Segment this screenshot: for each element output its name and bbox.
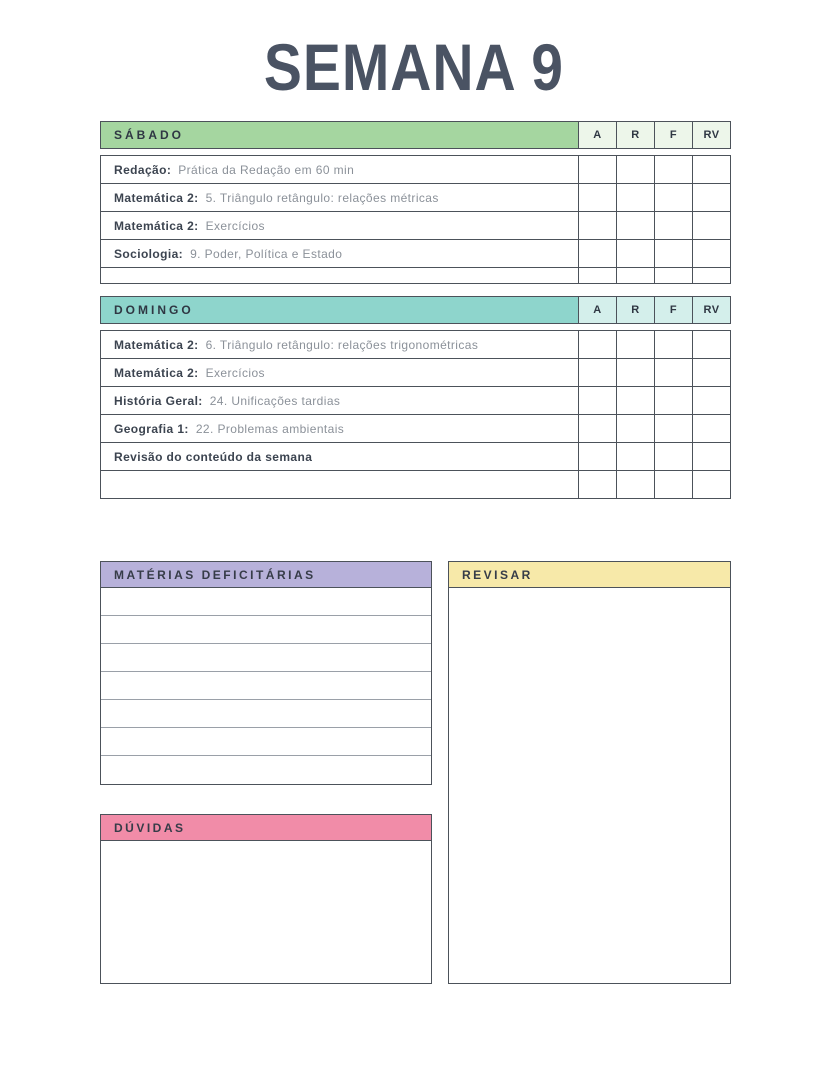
- checkbox-cell-rv[interactable]: [693, 471, 731, 498]
- checkbox-cell-f[interactable]: [655, 268, 693, 283]
- task-subject: Matemática 2:: [114, 365, 199, 380]
- doubts-writing-area[interactable]: [100, 841, 432, 984]
- status-col-header-a: A: [579, 121, 617, 149]
- task-subject: Sociologia:: [114, 246, 184, 261]
- checkbox-cell-a[interactable]: [579, 156, 617, 183]
- day-label-domingo: DOMINGO: [100, 296, 579, 324]
- task-cell: [101, 156, 579, 183]
- review-panel: [448, 561, 731, 984]
- task-cell: [101, 471, 579, 498]
- weekly-schedule-table: [100, 121, 731, 499]
- planner-content: [100, 121, 731, 984]
- left-column: [100, 561, 432, 984]
- status-col-header-rv: RV: [693, 296, 731, 324]
- schedule-row: [100, 156, 731, 184]
- deficiencies-lined-box: [100, 588, 432, 785]
- checkbox-cell-a[interactable]: [579, 471, 617, 498]
- doubts-panel-header: [100, 814, 432, 841]
- checkbox-cell-rv[interactable]: [693, 240, 731, 267]
- checkbox-cell-rv[interactable]: [693, 331, 731, 358]
- schedule-row: [100, 268, 731, 284]
- task-description: Prática da Redação em 60 min: [178, 162, 355, 177]
- page-header: [0, 0, 828, 105]
- checkbox-cell-a[interactable]: [579, 359, 617, 386]
- checkbox-cell-r[interactable]: [617, 443, 655, 470]
- checkbox-cell-rv[interactable]: [693, 156, 731, 183]
- review-panel-title: REVISAR: [462, 567, 533, 582]
- day-header-row: [100, 121, 731, 149]
- task-subject: Geografia 1:: [114, 421, 189, 436]
- status-col-header-r: R: [617, 121, 655, 149]
- status-col-header-rv: RV: [693, 121, 731, 149]
- bottom-panels: [100, 561, 731, 984]
- schedule-row: [100, 359, 731, 387]
- checkbox-cell-r[interactable]: [617, 331, 655, 358]
- task-cell: [101, 212, 579, 239]
- task-description: 24. Unificações tardias: [209, 393, 341, 408]
- checkbox-cell-f[interactable]: [655, 212, 693, 239]
- checkbox-cell-r[interactable]: [617, 359, 655, 386]
- task-cell: [101, 387, 579, 414]
- checkbox-cell-rv[interactable]: [693, 212, 731, 239]
- task-description: 6. Triângulo retângulo: relações trigonométricas: [205, 337, 479, 352]
- deficiencies-blank-line[interactable]: [101, 616, 431, 644]
- checkbox-cell-a[interactable]: [579, 240, 617, 267]
- task-cell: [101, 415, 579, 442]
- task-subject: História Geral:: [114, 393, 203, 408]
- task-cell: [101, 184, 579, 211]
- checkbox-cell-f[interactable]: [655, 156, 693, 183]
- checkbox-cell-f[interactable]: [655, 443, 693, 470]
- checkbox-cell-a[interactable]: [579, 331, 617, 358]
- task-subject: Matemática 2:: [114, 218, 199, 233]
- checkbox-cell-r[interactable]: [617, 184, 655, 211]
- review-panel-header: [448, 561, 731, 588]
- day-header-row: [100, 296, 731, 324]
- right-column: [448, 561, 731, 984]
- task-description: 9. Poder, Política e Estado: [190, 246, 343, 261]
- checkbox-cell-f[interactable]: [655, 240, 693, 267]
- review-writing-area[interactable]: [448, 588, 731, 984]
- checkbox-cell-a[interactable]: [579, 443, 617, 470]
- checkbox-cell-a[interactable]: [579, 184, 617, 211]
- schedule-rows: [100, 155, 731, 284]
- schedule-row: [100, 387, 731, 415]
- status-col-header-r: R: [617, 296, 655, 324]
- schedule-row: [100, 415, 731, 443]
- schedule-row: [100, 331, 731, 359]
- task-description: 5. Triângulo retângulo: relações métricas: [205, 190, 439, 205]
- checkbox-cell-r[interactable]: [617, 268, 655, 283]
- task-subject: Matemática 2:: [114, 337, 199, 352]
- task-subject: Revisão do conteúdo da semana: [114, 449, 313, 464]
- deficiencies-blank-line[interactable]: [101, 700, 431, 728]
- doubts-panel: [100, 814, 432, 984]
- doubts-panel-title: DÚVIDAS: [114, 820, 186, 835]
- checkbox-cell-a[interactable]: [579, 268, 617, 283]
- task-cell: [101, 268, 579, 283]
- task-subject: Matemática 2:: [114, 190, 199, 205]
- checkbox-cell-r[interactable]: [617, 212, 655, 239]
- checkbox-cell-rv[interactable]: [693, 359, 731, 386]
- checkbox-cell-f[interactable]: [655, 359, 693, 386]
- checkbox-cell-rv[interactable]: [693, 184, 731, 211]
- checkbox-cell-f[interactable]: [655, 471, 693, 498]
- checkbox-cell-r[interactable]: [617, 471, 655, 498]
- checkbox-cell-rv[interactable]: [693, 415, 731, 442]
- status-col-header-a: A: [579, 296, 617, 324]
- deficiencies-blank-line[interactable]: [101, 588, 431, 616]
- status-col-header-f: F: [655, 121, 693, 149]
- checkbox-cell-f[interactable]: [655, 387, 693, 414]
- schedule-section-domingo: [100, 296, 731, 499]
- checkbox-cell-f[interactable]: [655, 415, 693, 442]
- deficiencies-blank-line[interactable]: [101, 644, 431, 672]
- task-description: 22. Problemas ambientais: [195, 421, 345, 436]
- deficiencies-blank-line[interactable]: [101, 728, 431, 756]
- task-cell: [101, 359, 579, 386]
- schedule-row: [100, 240, 731, 268]
- checkbox-cell-r[interactable]: [617, 415, 655, 442]
- status-col-header-f: F: [655, 296, 693, 324]
- schedule-row: [100, 471, 731, 499]
- checkbox-cell-a[interactable]: [579, 415, 617, 442]
- page-title: SEMANA 9: [263, 30, 565, 105]
- task-description: Exercícios: [205, 218, 265, 233]
- task-subject: Redação:: [114, 162, 172, 177]
- deficiencies-panel: [100, 561, 432, 785]
- task-cell: [101, 240, 579, 267]
- schedule-section-sabado: [100, 121, 731, 284]
- schedule-row: [100, 212, 731, 240]
- schedule-row: [100, 184, 731, 212]
- deficiencies-blank-line[interactable]: [101, 672, 431, 700]
- checkbox-cell-a[interactable]: [579, 212, 617, 239]
- checkbox-cell-a[interactable]: [579, 387, 617, 414]
- checkbox-cell-rv[interactable]: [693, 443, 731, 470]
- task-description: Exercícios: [205, 365, 265, 380]
- deficiencies-blank-line[interactable]: [101, 756, 431, 784]
- day-label-sabado: SÁBADO: [100, 121, 579, 149]
- checkbox-cell-f[interactable]: [655, 184, 693, 211]
- deficiencies-panel-header: [100, 561, 432, 588]
- checkbox-cell-r[interactable]: [617, 240, 655, 267]
- schedule-row: [100, 443, 731, 471]
- checkbox-cell-rv[interactable]: [693, 268, 731, 283]
- task-cell: [101, 331, 579, 358]
- checkbox-cell-rv[interactable]: [693, 387, 731, 414]
- task-cell: [101, 443, 579, 470]
- checkbox-cell-f[interactable]: [655, 331, 693, 358]
- checkbox-cell-r[interactable]: [617, 156, 655, 183]
- schedule-rows: [100, 330, 731, 499]
- deficiencies-panel-title: MATÉRIAS DEFICITÁRIAS: [114, 567, 316, 582]
- checkbox-cell-r[interactable]: [617, 387, 655, 414]
